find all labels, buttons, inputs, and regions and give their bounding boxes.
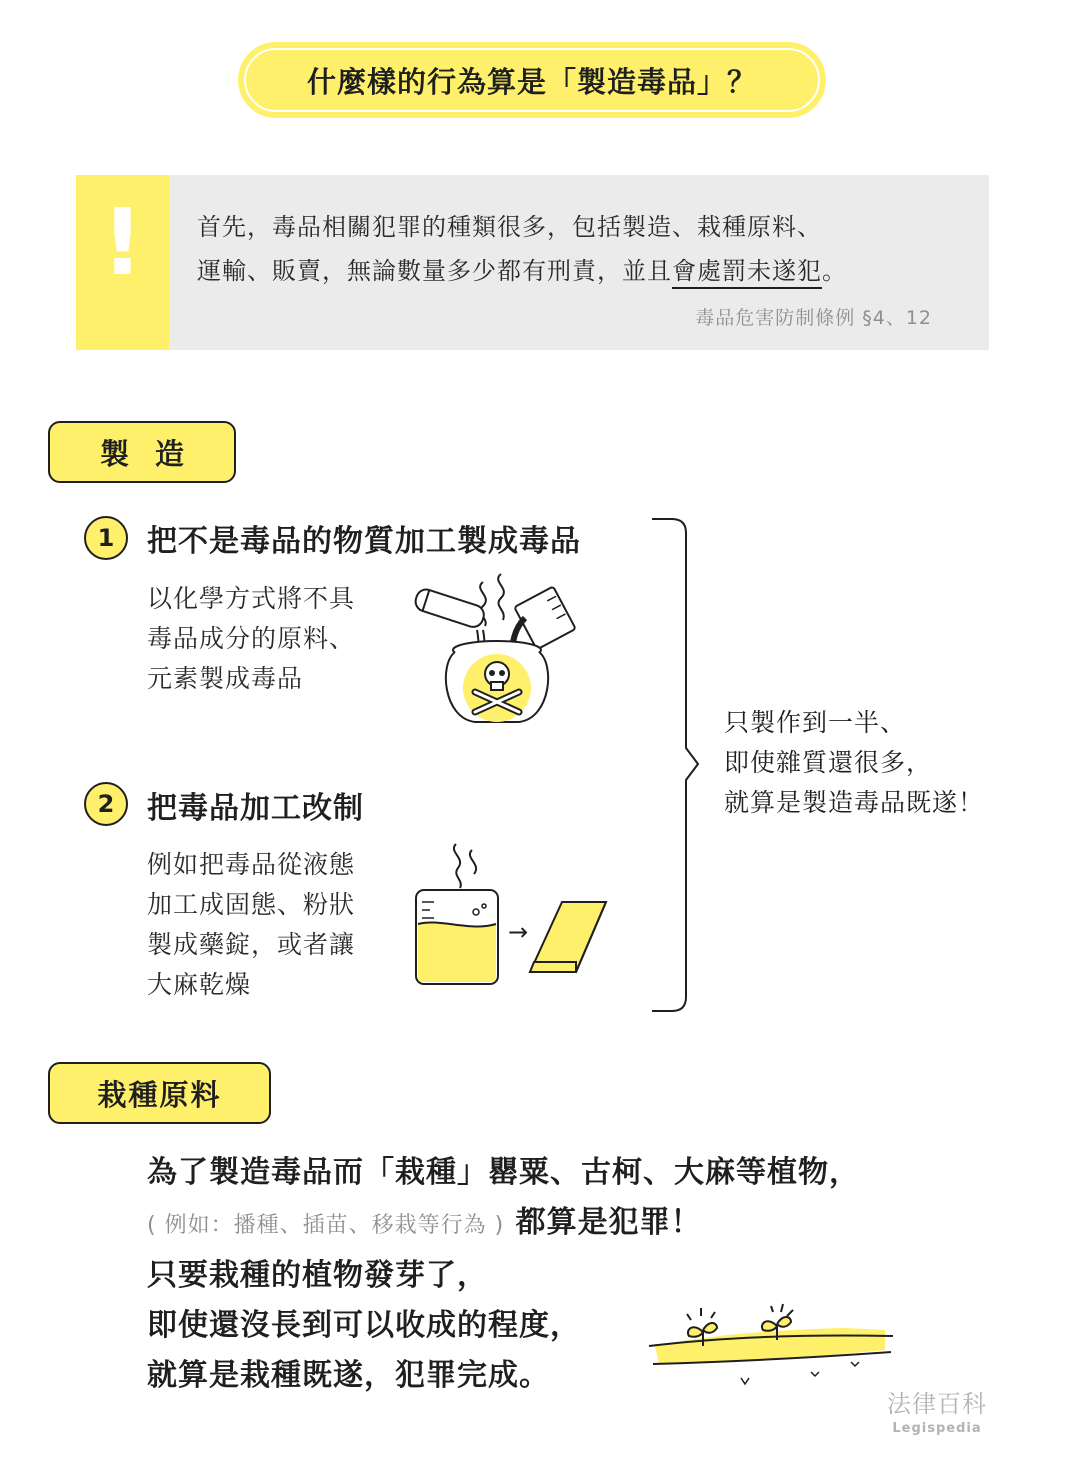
conclusion-line: 就算是製造毒品既遂！ [724, 788, 985, 817]
paragraph-fragment: 都算是犯罪！ [504, 1205, 702, 1240]
section-tag-cultivate: 栽種原料 [48, 1062, 271, 1124]
desc-line: 大麻乾燥 [147, 970, 252, 999]
desc-line: 加工成固態、粉狀 [147, 890, 356, 919]
desc-line: 例如把毒品從液態 [147, 850, 356, 879]
desc-line: 以化學方式將不具 [147, 584, 356, 613]
notice-box [76, 175, 989, 350]
sprout-illustration [645, 1300, 900, 1390]
item-heading: 把不是毒品的物質加工製成毒品 [147, 524, 581, 559]
notice-line-2-post: 。 [822, 257, 847, 285]
law-citation: 毒品危害防制條例 §4、12 [695, 307, 932, 329]
grouping-brace [650, 516, 700, 1014]
item-description [147, 579, 355, 699]
notice-line-1: 首先，毒品相關犯罪的種類很多，包括製造、栽種原料、 [197, 213, 822, 241]
item-number-badge: 1 [84, 516, 128, 560]
desc-line: 製成藥錠，或者讓 [147, 930, 356, 959]
arrow-icon: → [508, 918, 529, 946]
item-heading: 把毒品加工改制 [147, 791, 364, 826]
paragraph-line: 就算是栽種既遂，犯罪完成。 [147, 1358, 550, 1393]
beaker-to-solid-illustration [410, 840, 615, 990]
conclusion-text [724, 703, 984, 823]
paragraph-line: 只要栽種的植物發芽了， [147, 1258, 488, 1293]
brand-logo [880, 1384, 994, 1436]
paragraph-line: 即使還沒長到可以收成的程度， [147, 1308, 581, 1343]
item-number-badge: 2 [84, 782, 128, 826]
notice-underlined-text: 會處罰未遂犯 [672, 257, 822, 289]
page-title: 什麼樣的行為算是「製造毒品」？ [244, 48, 820, 112]
desc-line: 毒品成分的原料、 [147, 624, 356, 653]
paragraph-line [147, 1198, 860, 1251]
section-tag-manufacture: 製造 [48, 421, 236, 483]
desc-line: 元素製成毒品 [147, 664, 304, 693]
exclamation-icon: ! [101, 189, 144, 296]
conclusion-line: 即使雜質還很多， [724, 748, 933, 777]
notice-line-2 [197, 251, 847, 286]
title-banner [238, 42, 826, 118]
paragraph-line: 為了製造毒品而「栽種」罌粟、古柯、大麻等植物， [147, 1155, 860, 1190]
brand-name-en: Legispedia [892, 1421, 982, 1436]
notice-line-2-pre: 運輸、販賣，無論數量多少都有刑責，並且 [197, 257, 672, 285]
item-description [147, 845, 355, 1005]
brand-name: 法律百科 [887, 1390, 987, 1418]
example-note: ( 例如：播種、插苗、移栽等行為 ) [147, 1213, 505, 1238]
poison-pot-illustration [405, 568, 585, 730]
conclusion-line: 只製作到一半、 [724, 708, 907, 737]
